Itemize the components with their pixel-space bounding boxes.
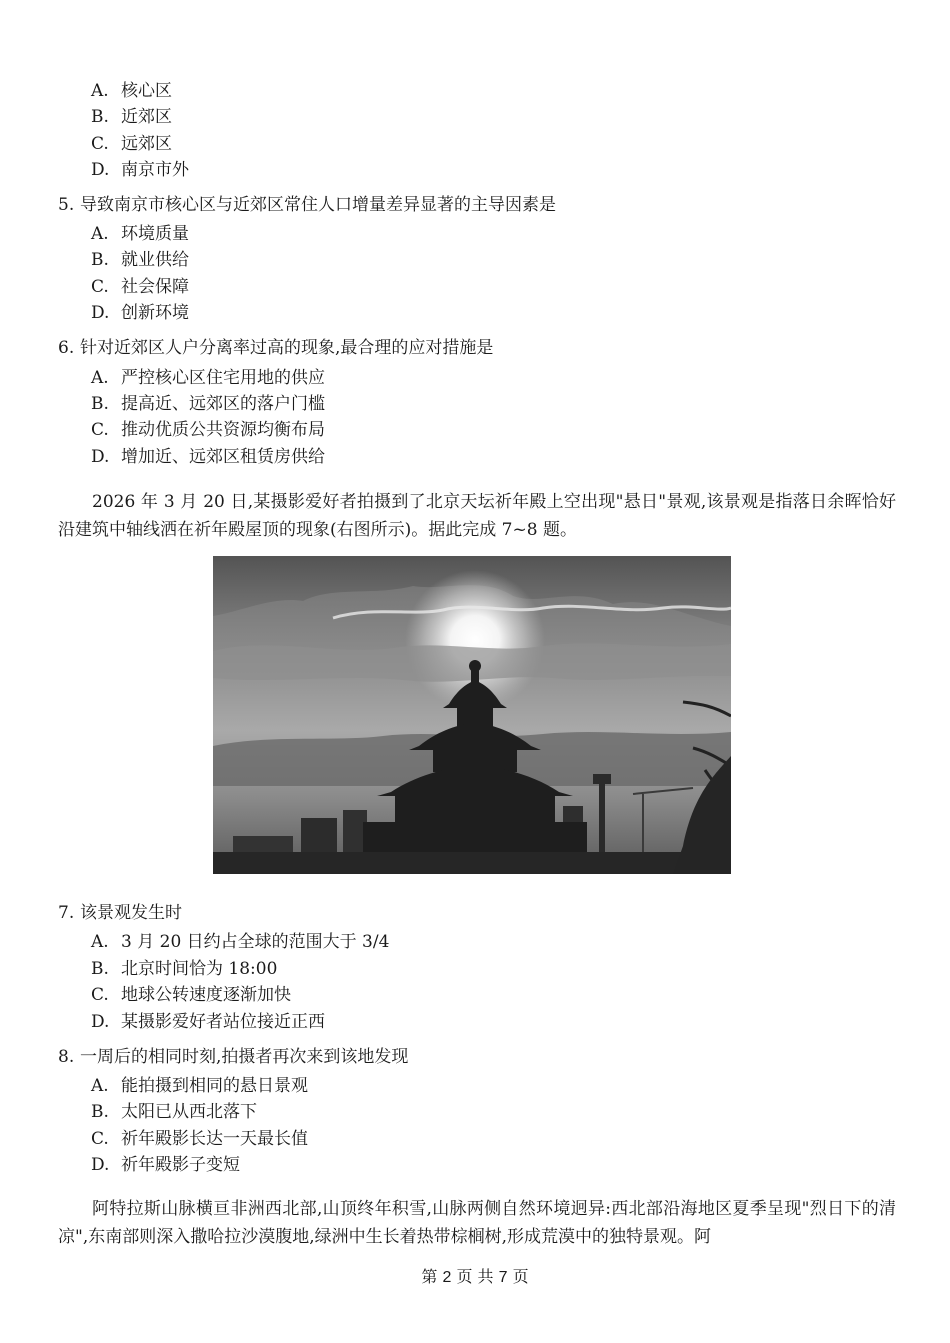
option-letter: C. — [91, 985, 109, 1005]
q6-option-a — [91, 367, 325, 389]
option-text: 地球公转速度逐渐加快 — [121, 985, 291, 1005]
option-text: 北京时间恰为 18:00 — [121, 959, 278, 979]
question-8-stem — [58, 1046, 408, 1068]
option-letter: A. — [91, 81, 109, 101]
option-text: 增加近、远郊区租赁房供给 — [121, 447, 325, 467]
question-number: 5. — [58, 195, 75, 215]
question-number: 6. — [58, 338, 75, 358]
option-letter: D. — [91, 1012, 110, 1032]
option-text: 能拍摄到相同的悬日景观 — [121, 1076, 308, 1096]
q6-option-d — [91, 446, 325, 468]
option-letter: B. — [91, 959, 109, 979]
passage-7-8: 2026 年 3 月 20 日,某摄影爱好者拍摄到了北京天坛祈年殿上空出现"悬日"景观,该景观是指落日余晖恰好沿建筑中轴线洒在祈年殿屋顶的现象(右图所示)。据此完成 7~8 题。 — [58, 492, 896, 540]
question-number: 7. — [58, 903, 75, 923]
total-pages: 7 — [498, 1269, 508, 1286]
q4-option-c — [91, 133, 172, 155]
q8-option-c — [91, 1128, 308, 1150]
q4-option-d — [91, 159, 189, 181]
question-7-stem — [58, 902, 182, 924]
q8-option-a — [91, 1075, 308, 1097]
option-text: 核心区 — [121, 81, 172, 101]
question-text: 一周后的相同时刻,拍摄者再次来到该地发现 — [80, 1047, 409, 1067]
option-text: 环境质量 — [121, 224, 189, 244]
option-letter: C. — [91, 420, 109, 440]
option-letter: A. — [91, 224, 109, 244]
option-letter: B. — [91, 1102, 109, 1122]
option-text: 推动优质公共资源均衡布局 — [121, 420, 325, 440]
q4-option-a — [91, 80, 172, 102]
option-letter: D. — [91, 160, 110, 180]
question-text: 针对近郊区人户分离率过高的现象,最合理的应对措施是 — [80, 338, 494, 358]
option-letter: A. — [91, 368, 109, 388]
option-letter: B. — [91, 107, 109, 127]
option-letter: A. — [91, 1076, 109, 1096]
footer-middle: 页 共 — [456, 1267, 494, 1286]
option-text: 南京市外 — [121, 160, 189, 180]
q5-option-a — [91, 223, 189, 245]
q6-option-b — [91, 393, 325, 415]
option-text: 太阳已从西北落下 — [121, 1102, 257, 1122]
page-footer — [0, 1266, 950, 1289]
option-letter: D. — [91, 1155, 110, 1175]
option-text: 创新环境 — [121, 303, 189, 323]
q7-option-c — [91, 984, 291, 1006]
footer-prefix: 第 — [421, 1267, 438, 1286]
option-letter: C. — [91, 277, 109, 297]
question-6-stem — [58, 337, 493, 359]
q7-option-a — [91, 931, 389, 953]
option-text: 近郊区 — [121, 107, 172, 127]
q5-option-c — [91, 276, 189, 298]
footer-suffix: 页 — [512, 1267, 529, 1286]
option-letter: C. — [91, 1129, 109, 1149]
q8-option-b — [91, 1101, 257, 1123]
q7-option-b — [91, 958, 277, 980]
q4-option-b — [91, 106, 172, 128]
q5-option-d — [91, 302, 189, 324]
option-letter: D. — [91, 447, 110, 467]
option-text: 远郊区 — [121, 134, 172, 154]
option-text: 就业供给 — [121, 250, 189, 270]
option-text: 严控核心区住宅用地的供应 — [121, 368, 325, 388]
option-text: 社会保障 — [121, 277, 189, 297]
option-letter: C. — [91, 134, 109, 154]
option-text: 祈年殿影子变短 — [121, 1155, 240, 1175]
option-text: 3 月 20 日约占全球的范围大于 3/4 — [121, 932, 390, 952]
passage-atlas: 阿特拉斯山脉横亘非洲西北部,山顶终年积雪,山脉两侧自然环境迥异:西北部沿海地区夏季呈现"烈日下的清凉",东南部则深入撒哈拉沙漠腹地,绿洲中生长着热带棕榈树,形成荒漠中的独特景观。阿 — [58, 1199, 896, 1247]
question-5-stem — [58, 194, 556, 216]
page-number: 2 — [442, 1269, 452, 1286]
option-letter: A. — [91, 932, 109, 952]
question-number: 8. — [58, 1047, 75, 1067]
option-letter: D. — [91, 303, 110, 323]
question-text: 该景观发生时 — [80, 903, 182, 923]
option-text: 提高近、远郊区的落户门槛 — [121, 394, 325, 414]
q7-option-d — [91, 1011, 325, 1033]
option-letter: B. — [91, 250, 109, 270]
q8-option-d — [91, 1154, 240, 1176]
option-letter: B. — [91, 394, 109, 414]
q6-option-c — [91, 419, 325, 441]
option-text: 祈年殿影长达一天最长值 — [121, 1129, 308, 1149]
option-text: 某摄影爱好者站位接近正西 — [121, 1012, 325, 1032]
temple-of-heaven-photo — [213, 556, 731, 874]
question-text: 导致南京市核心区与近郊区常住人口增量差异显著的主导因素是 — [80, 195, 556, 215]
q5-option-b — [91, 249, 189, 271]
